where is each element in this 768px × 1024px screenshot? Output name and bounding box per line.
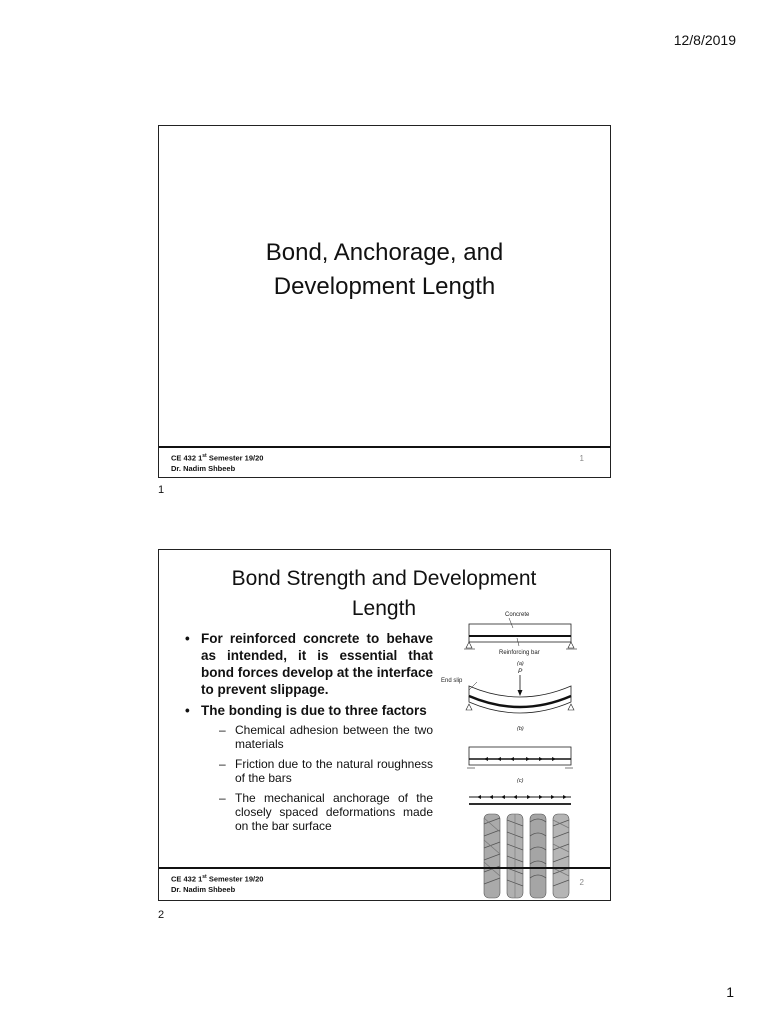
label-reinforcing-bar: Reinforcing bar [499,650,540,656]
bullet-item: • For reinforced concrete to behave as intended, it is essential that bond forces develop at the interface to prevent slippage. [185,631,433,697]
slide-number: 1 [579,454,584,463]
label-c: (c) [517,778,524,784]
sub-bullet-item: – Chemical adhesion between the two materials [219,723,433,751]
bullet-list [185,630,433,839]
handout-slide-number: 2 [158,909,165,921]
footer-course: CE 432 1st Semester 19/20 [171,874,264,884]
slide-2 [158,549,611,901]
footer-author: Dr. Nadim Shbeeb [171,463,236,473]
slide-title-line-1: Bond Strength and Development [231,567,537,590]
bond-mechanism-figure [439,602,589,902]
sub-bullet-item: – The mechanical anchorage of the closely spaced deformations made on the bar surface [219,791,433,833]
slide-title-line-2: Length [351,597,417,620]
slide-footer [171,872,263,895]
slide-number: 2 [579,878,584,887]
footer-divider [159,867,610,869]
footer-author: Dr. Nadim Shbeeb [171,884,236,894]
label-b: (b) [517,726,524,732]
deformed-bars-illustration [484,814,569,898]
slide-title-line-2: Development Length [273,273,496,300]
bullet-item: • The bonding is due to three factors [185,703,427,718]
page-number: 1 [726,984,734,1000]
beam-diagram-c [467,747,573,784]
slide-title-line-1: Bond, Anchorage, and [265,239,504,266]
footer-divider [159,446,610,448]
slide-title [159,236,610,304]
beam-diagram-b [441,668,574,732]
label-a: (a) [517,661,524,667]
handout-slide-number: 1 [158,484,165,496]
beam-diagram-a [464,612,577,667]
slide-1 [158,125,611,478]
slide-footer [171,451,263,474]
label-concrete: Concrete [505,612,530,618]
label-end-slip: End slip [441,678,463,684]
print-date: 12/8/2019 [673,32,736,48]
footer-course: CE 432 1st Semester 19/20 [171,453,264,463]
sub-bullet-item: – Friction due to the natural roughness of the bars [219,757,433,785]
bond-force-diagram [469,795,571,804]
label-p: P [518,668,523,675]
